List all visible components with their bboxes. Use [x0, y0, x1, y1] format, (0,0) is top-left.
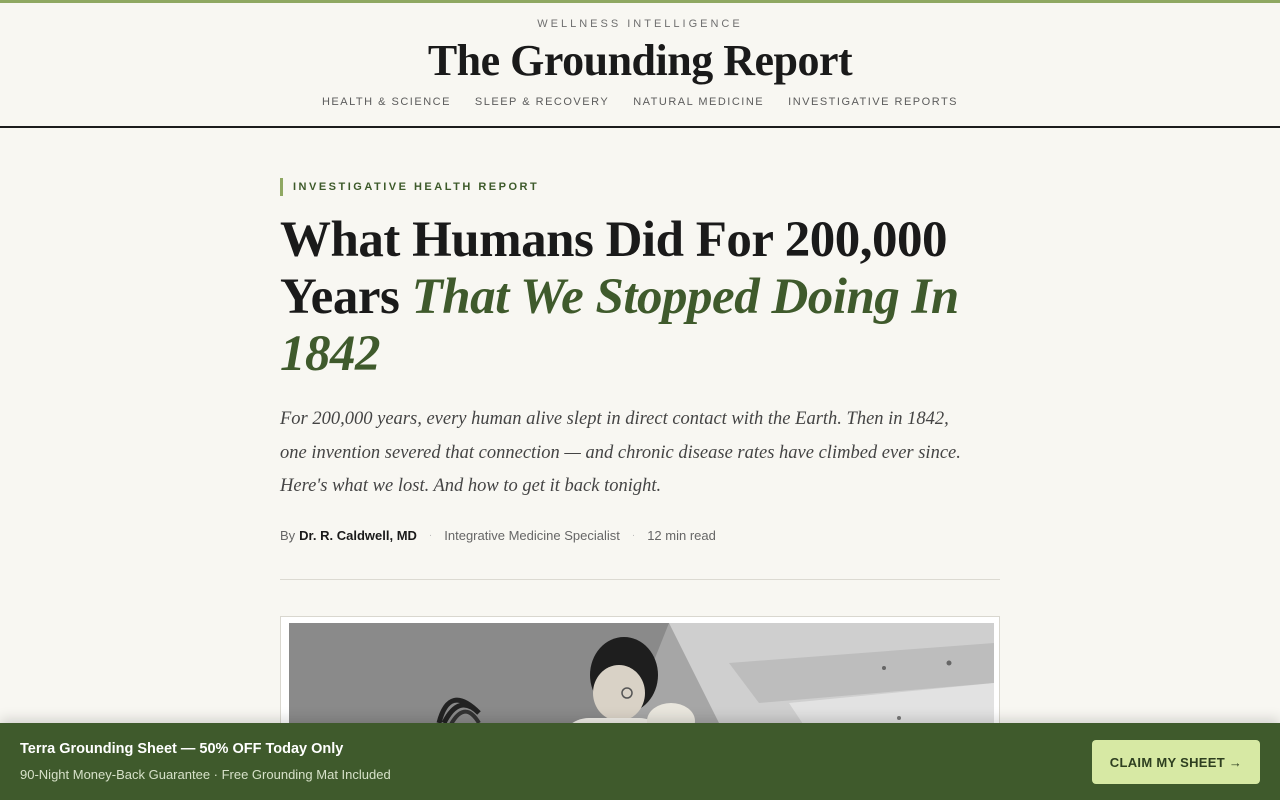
nav-item-investigative-reports[interactable]: INVESTIGATIVE REPORTS [788, 96, 958, 108]
offer-subtitle: 90-Night Money-Back Guarantee · Free Grounding Mat Included [20, 767, 391, 782]
headline-emphasis: That We Stopped Doing In 1842 [280, 269, 959, 382]
read-time: 12 min read [647, 528, 716, 543]
headline-plain: What Humans Did For 200,000 Years [280, 212, 948, 325]
separator-dot: · [631, 530, 636, 541]
site-kicker: WELLNESS INTELLIGENCE [537, 18, 743, 30]
masthead [0, 3, 1280, 128]
sticky-offer-bar [0, 723, 1280, 800]
author-name[interactable]: Dr. R. Caldwell, MD [299, 528, 417, 543]
offer-title: Terra Grounding Sheet — 50% OFF Today Only [20, 741, 344, 757]
article-dek: For 200,000 years, every human alive slept in direct contact with the Earth. Then in 1842, one invention severed that connection — and chronic disease rates have climbed ever since. Here's what we lost. And how to get it back tonight. [280, 409, 961, 496]
separator-dot: · [428, 530, 433, 541]
nav-item-health-science[interactable]: HEALTH & SCIENCE [321, 96, 451, 108]
headline [280, 212, 1000, 383]
author-role: Integrative Medicine Specialist [444, 528, 620, 543]
site-title[interactable]: The Grounding Report [427, 36, 853, 85]
nav-item-natural-medicine[interactable]: NATURAL MEDICINE [633, 96, 765, 108]
nav-item-sleep-recovery[interactable]: SLEEP & RECOVERY [474, 96, 610, 108]
main-nav [0, 96, 1280, 108]
byline-prefix: By [280, 528, 296, 543]
divider [280, 579, 1000, 580]
claim-sheet-button[interactable]: CLAIM MY SHEET → [1092, 740, 1260, 784]
byline [280, 528, 716, 543]
category-tag: INVESTIGATIVE HEALTH REPORT [280, 178, 539, 196]
